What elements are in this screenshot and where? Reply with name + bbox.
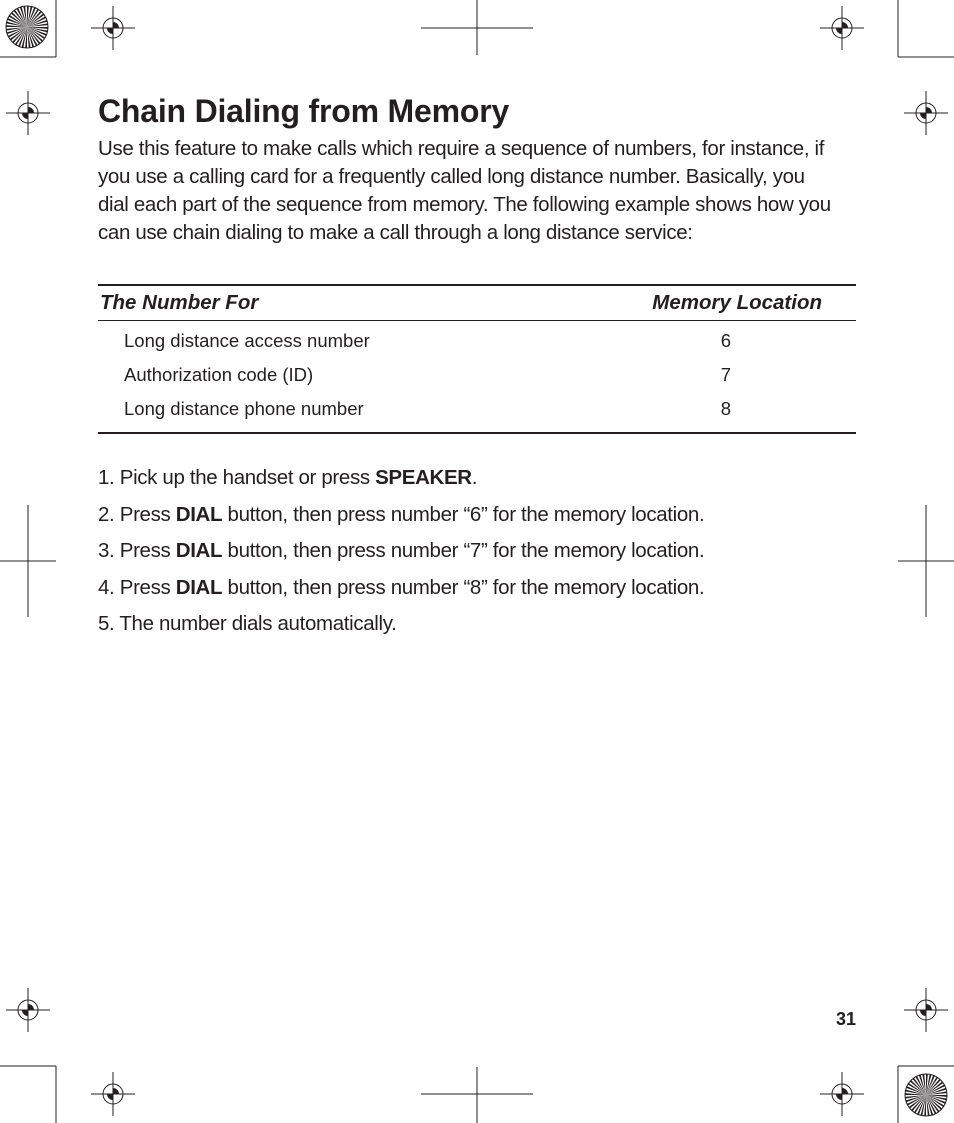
step-item: 3. Press DIAL button, then press number “7” for the memory location. bbox=[98, 539, 705, 562]
page-title: Chain Dialing from Memory bbox=[98, 93, 510, 129]
registration-target-icon bbox=[820, 1072, 864, 1116]
step-item: 4. Press DIAL button, then press number “8” for the memory location. bbox=[98, 575, 705, 599]
table-header-row bbox=[98, 285, 856, 321]
registration-target-icon bbox=[904, 988, 948, 1032]
intro-paragraph: Use this feature to make calls which require a sequence of numbers, for instance, if you use a calling card for a frequently called long distance number. Basically, you dial each part of the sequence from memory. The following example shows how you can use chain dialing to make a call through a long distance service: bbox=[98, 137, 831, 244]
row-number-for: Long distance phone number bbox=[124, 398, 364, 419]
column-header-number-for: The Number For bbox=[100, 291, 259, 314]
row-number-for: Long distance access number bbox=[124, 330, 370, 351]
registration-target-icon bbox=[91, 6, 135, 50]
row-number-for: Authorization code (ID) bbox=[124, 364, 314, 385]
column-header-memory-location: Memory Location bbox=[652, 291, 822, 314]
registration-target-icon bbox=[6, 91, 50, 135]
table-row bbox=[98, 358, 856, 392]
registration-starburst-icon bbox=[6, 6, 48, 48]
table-row bbox=[98, 321, 856, 359]
registration-starburst-icon bbox=[905, 1074, 947, 1116]
step-item: 2. Press DIAL button, then press number “6” for the memory location. bbox=[98, 502, 705, 526]
row-memory-location: 7 bbox=[720, 364, 731, 385]
row-memory-location: 6 bbox=[720, 330, 731, 351]
table-row bbox=[98, 392, 856, 433]
registration-target-icon bbox=[91, 1072, 135, 1116]
row-memory-location: 8 bbox=[720, 398, 731, 419]
step-item: 1. Pick up the handset or press SPEAKER. bbox=[98, 466, 478, 489]
page-number: 31 bbox=[835, 1009, 856, 1029]
step-item: 5. The number dials automatically. bbox=[98, 612, 397, 635]
memory-location-table bbox=[98, 284, 856, 434]
registration-target-icon bbox=[820, 6, 864, 50]
registration-target-icon bbox=[904, 91, 948, 135]
instruction-steps bbox=[98, 460, 704, 643]
registration-target-icon bbox=[6, 988, 50, 1032]
